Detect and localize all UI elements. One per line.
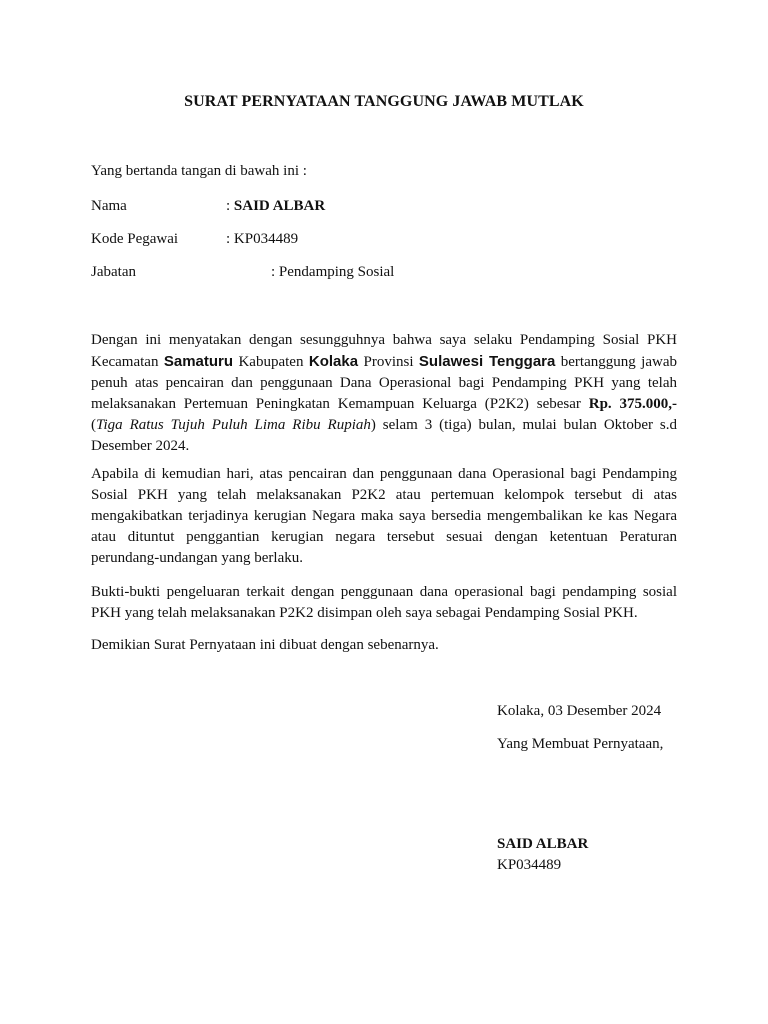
kecamatan-name: Samaturu [163,353,234,370]
provinsi-name: Sulawesi Tenggara [418,353,556,370]
paragraph-liability: Apabila di kemudian hari, atas pencairan dan penggunaan dana Operasional bagi Pendamping Sosial PKH yang telah melaksanakan P2K2 atau pertemuan kelompok tersebut di atas mengakibatkan terjadinya kerugian Negara maka saya bersedia mengembalikan ke kas Negara atau dituntut penggantian kerugian negara tersebut sesuai dengan ketentuan Peraturan perundang-undangan yang berlaku. [91,466,677,566]
kabupaten-name: Kolaka [308,353,359,370]
letter-title: SURAT PERNYATAAN TANGGUNG JAWAB MUTLAK [184,93,584,110]
nama-label: Nama [91,198,127,214]
jabatan-label: Jabatan [91,264,136,280]
paragraph-closing: Demikian Surat Pernyataan ini dibuat dengan sebenarnya. [91,637,439,653]
amount-value: Rp. 375.000,- [588,396,678,412]
amount-words: Tiga Ratus Tujuh Puluh Lima Ribu Rupiah [96,417,371,433]
kode-pegawai-label: Kode Pegawai [91,231,179,247]
intro-text: Yang bertanda tangan di bawah ini : [91,163,307,179]
nama-value: SAID ALBAR [233,198,326,214]
paragraph-evidence: Bukti-bukti pengeluaran terkait dengan penggunaan dana operasional bagi pendamping sosial PKH yang telah melaksanakan P2K2 disimpan oleh saya sebagai Pendamping Sosial PKH. [91,584,677,621]
paragraph-statement: Dengan ini menyatakan dengan sesungguhnya bahwa saya selaku Pendamping Sosial PKH Kecamatan Samaturu Kabupaten Kolaka Provinsi Sulawesi Tenggara bertanggung jawab penuh atas pencairan dan penggunaan Dana Operasional bagi Pendamping PKH yang telah melaksanakan Pertemuan Peningkatan Kemampuan Keluarga (P2K2) sebesar Rp. 375.000,- (Tiga Ratus Tujuh Puluh Lima Ribu Rupiah) selam 3 (tiga) bulan, mulai bulan Oktober s.d Desember 2024. [91,332,678,454]
nama-value-row: : SAID ALBAR [226,198,326,214]
signature-name: SAID ALBAR [497,836,589,852]
signature-place-date: Kolaka, 03 Desember 2024 [497,703,662,719]
jabatan-value: : Pendamping Sosial [271,264,395,280]
signature-role: Yang Membuat Pernyataan, [497,736,664,752]
signature-code: KP034489 [497,857,562,873]
kode-pegawai-value: : KP034489 [226,231,299,247]
